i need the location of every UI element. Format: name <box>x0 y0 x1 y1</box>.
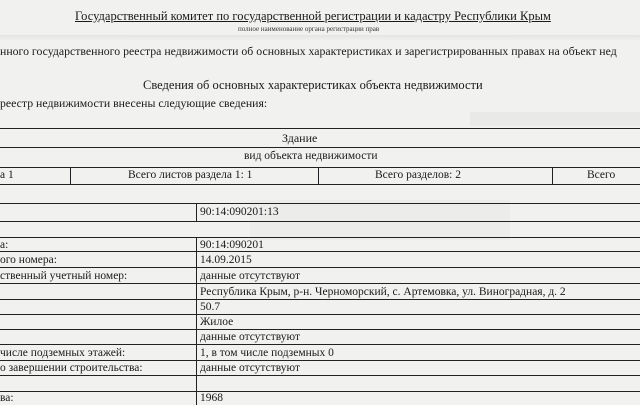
section-title: Сведения об основных характеристиках объекта недвижимости <box>143 78 483 92</box>
object-type: Здание <box>282 131 318 145</box>
quarter-number-value: 90:14:090201 <box>200 239 264 251</box>
scan-shadow <box>0 35 640 41</box>
assign-date-label: ого номера: <box>0 254 57 266</box>
table-rule <box>0 329 640 330</box>
table-rule <box>0 203 640 204</box>
extract-title: нного государственного реестра недвижимости об основных характеристиках и зарегистрированных правах на объект нед <box>0 44 617 58</box>
old-number-value: данные отсутствуют <box>200 270 300 282</box>
table-divider <box>318 167 319 184</box>
object-type-underline <box>0 147 640 148</box>
table-rule <box>0 128 640 129</box>
table-rule <box>0 375 640 376</box>
table-rule <box>0 360 640 361</box>
object-type-caption: вид объекта недвижимости <box>244 150 378 162</box>
purpose-value: Жилое <box>200 316 234 328</box>
completion-year-value: данные отсутствуют <box>200 362 300 374</box>
old-number-label: ственный учетный номер: <box>0 270 128 282</box>
quarter-number-label: а: <box>0 239 9 251</box>
table-rule <box>0 267 640 268</box>
intro-text: реестр недвижимости внесены следующие сведения: <box>0 96 268 110</box>
address-value: Республика Крым, р-н. Черноморский, с. Артемовка, ул. Виноградная, д. 2 <box>200 286 566 298</box>
ghost-mark <box>250 200 510 240</box>
sections-total: Всего разделов: 2 <box>375 169 461 181</box>
area-value: 50.7 <box>200 301 221 313</box>
cadastral-number-value: 90:14:090201:13 <box>200 206 279 218</box>
table-rule <box>0 283 640 284</box>
table-rule <box>0 344 640 345</box>
floors-label: числе подземных этажей: <box>0 347 126 359</box>
agency-name: Государственный комитет по государственной регистрации и кадастру Республики Крым <box>75 9 551 23</box>
all-total: Всего <box>587 169 616 181</box>
table-divider <box>552 167 553 184</box>
table-rule <box>0 299 640 300</box>
ghost-mark <box>470 112 640 126</box>
table-rule <box>0 221 640 222</box>
commission-year-value: 1968 <box>200 392 223 404</box>
sheet-number: а 1 <box>0 169 14 181</box>
table-rule <box>0 184 640 185</box>
table-rule <box>0 314 640 315</box>
commission-year-label: ва: <box>0 392 14 404</box>
assign-date-value: 14.09.2015 <box>200 254 252 266</box>
table-divider <box>196 237 197 405</box>
table-rule <box>0 251 640 252</box>
table-rule <box>0 167 640 168</box>
agency-caption: полное наименование органа регистрации прав <box>238 25 380 33</box>
table-rule <box>0 237 640 238</box>
name-value: данные отсутствуют <box>200 331 300 343</box>
table-divider <box>70 167 71 184</box>
table-divider <box>196 203 197 221</box>
floors-value: 1, в том числе подземных 0 <box>200 347 334 359</box>
completion-year-label: о завершении строительства: <box>0 362 143 374</box>
sheets-total: Всего листов раздела 1: 1 <box>128 169 253 181</box>
table-rule <box>0 391 640 392</box>
